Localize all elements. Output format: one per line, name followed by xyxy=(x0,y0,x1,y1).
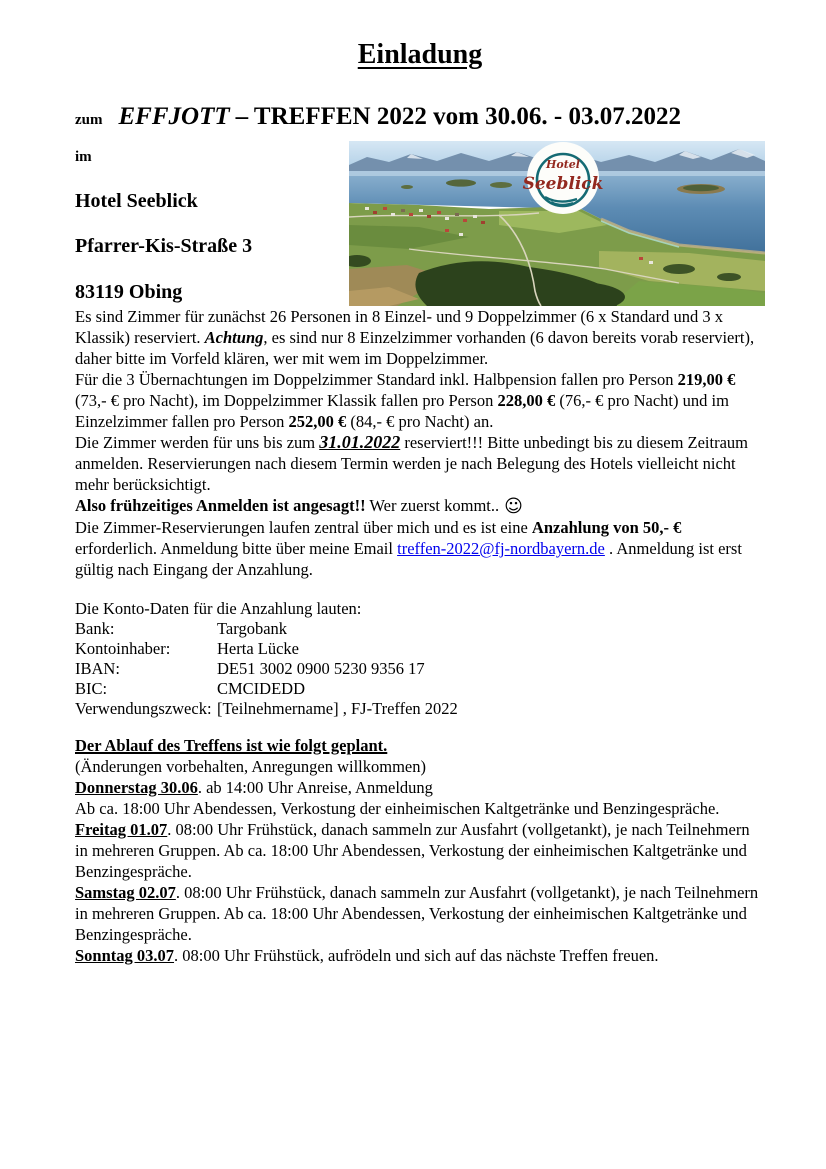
bank-label: Kontoinhaber: xyxy=(75,639,171,658)
hotel-name: Hotel Seeblick xyxy=(75,190,198,212)
bank-label: Bank: xyxy=(75,619,115,638)
text-run: . 08:00 Uhr Frühstück, danach sammeln zur Ausfahrt (vollgetankt), je nach Teilnehmern in mehreren Gruppen. Ab ca. 18:00 Uhr Abendessen, Verkostung der einheimischen Kaltgetränke und Benzingespräche. xyxy=(75,820,750,881)
bank-label: IBAN: xyxy=(75,659,120,678)
bank-row-account-holder xyxy=(75,639,765,659)
bank-label: Verwendungszweck: xyxy=(75,699,212,718)
text-run: (73,- € pro Nacht), im Doppelzimmer Klassik fallen pro Person xyxy=(75,391,498,410)
text-run: , es sind nur 8 Einzelzimmer vorhanden (6 davon bereits vorab reserviert), daher bitte im Vorfeld klären, wer mit wem im Doppelzimmer. xyxy=(75,328,755,368)
bank-row-iban xyxy=(75,659,765,679)
paragraph-deposit xyxy=(75,517,765,580)
hotel-photo xyxy=(349,141,765,306)
bank-value: [Teilnehmername] , FJ-Treffen 2022 xyxy=(217,699,458,718)
text-run: 219,00 € xyxy=(677,370,736,389)
page-title-text: Einladung xyxy=(357,39,483,70)
schedule-heading xyxy=(75,735,765,756)
text-run: erforderlich. Anmeldung bitte über meine Email xyxy=(75,539,398,558)
text-run: 228,00 € xyxy=(497,391,556,410)
bank-row-bank xyxy=(75,619,765,639)
logo-hotel-text: Hotel xyxy=(546,158,580,171)
text-run: . 08:00 Uhr Frühstück, aufrödeln und sich auf das nächste Treffen freuen. xyxy=(174,946,659,965)
page-title xyxy=(75,38,765,72)
paragraph-early-registration xyxy=(75,495,765,517)
text-run: reserviert!!! Bitte unbedingt bis zu diesem Zeitraum anmelden. Reservierungen nach diesem Termin werden je nach Belegung des Hotels vielleicht nicht mehr berücksichtigt. xyxy=(75,433,748,494)
logo-seeblick-text: Seeblick xyxy=(522,174,604,194)
paragraph-rooms xyxy=(75,306,765,369)
bank-value: CMCIDEDD xyxy=(217,679,306,698)
text-run: Es sind Zimmer für zunächst 26 Personen in 8 Einzel- und 9 Doppelzimmer (6 x Standard und 3 x Klassik) reserviert. xyxy=(75,307,723,347)
schedule-day-saturday xyxy=(75,882,765,945)
day-label: Sonntag 03.07 xyxy=(75,946,175,965)
event-subtitle xyxy=(75,100,765,137)
paragraph-prices xyxy=(75,369,765,432)
text-run: . 08:00 Uhr Frühstück, danach sammeln zur Ausfahrt (vollgetankt), je nach Teilnehmern in mehreren Gruppen. Ab ca. 18:00 Uhr Abendessen, Verkostung der einheimischen Kaltgetränke und Benzingespräche. xyxy=(75,883,759,944)
bank-value: DE51 3002 0900 5230 9356 17 xyxy=(217,659,425,678)
text-run: 252,00 € xyxy=(288,412,347,431)
schedule-heading-text: Der Ablauf des Treffens ist wie folgt geplant. xyxy=(75,736,388,755)
bank-row-bic xyxy=(75,679,765,699)
text-run: (76,- € pro Nacht) und im Einzelzimmer fallen pro Person xyxy=(75,391,729,431)
hotel-city: 83119 Obing xyxy=(75,281,183,303)
day-label: Freitag 01.07 xyxy=(75,820,168,839)
bank-label: BIC: xyxy=(75,679,108,698)
location-word: im xyxy=(75,149,92,165)
email-link[interactable]: treffen-2022@fj-nordbayern.de xyxy=(397,539,605,558)
text-run: . ab 14:00 Uhr Anreise, Anmeldung xyxy=(197,778,433,797)
event-name: EFFJOTT xyxy=(118,103,230,130)
event-dates: – TREFFEN 2022 vom 30.06. - 03.07.2022 xyxy=(235,103,681,130)
text-run: Achtung xyxy=(204,328,264,347)
text-run: Wer zuerst kommt.. xyxy=(365,496,500,515)
text-run: . Anmeldung ist erst gültig nach Eingang der Anzahlung. xyxy=(75,539,742,579)
schedule-day-thursday xyxy=(75,777,765,819)
text-run: (84,- € pro Nacht) an. xyxy=(346,412,494,431)
text-run: Also frühzeitiges Anmelden ist angesagt!! xyxy=(75,496,366,515)
subtitle-prefix: zum xyxy=(75,112,103,128)
smiley-icon: ☺ xyxy=(504,496,523,517)
bank-details xyxy=(75,599,765,719)
text-run: Anzahlung von 50,- € xyxy=(531,518,682,537)
hotel-street: Pfarrer-Kis-Straße 3 xyxy=(75,235,253,257)
text-run: Die Zimmer werden für uns bis zum xyxy=(75,433,320,452)
day-label: Donnerstag 30.06 xyxy=(75,778,198,797)
text-run: 31.01.2022 xyxy=(319,432,401,452)
bank-value: Herta Lücke xyxy=(217,639,299,658)
bank-row-reference xyxy=(75,699,765,719)
text-run: Ab ca. 18:00 Uhr Abendessen, Verkostung der einheimischen Kaltgetränke und Benzingespräche. xyxy=(75,799,720,818)
schedule-day-friday xyxy=(75,819,765,882)
paragraph-deadline xyxy=(75,432,765,495)
hotel-section xyxy=(75,141,765,306)
schedule-day-sunday xyxy=(75,945,765,966)
bank-value: Targobank xyxy=(217,619,288,638)
text-run: Für die 3 Übernachtungen im Doppelzimmer Standard inkl. Halbpension fallen pro Person xyxy=(75,370,678,389)
day-label: Samstag 02.07 xyxy=(75,883,176,902)
hotel-address-block xyxy=(75,141,349,306)
text-run: Die Zimmer-Reservierungen laufen zentral über mich und es ist eine xyxy=(75,518,532,537)
bank-intro: Die Konto-Daten für die Anzahlung lauten: xyxy=(75,599,362,618)
schedule-subheading: (Änderungen vorbehalten, Anregungen willkommen) xyxy=(75,757,426,776)
